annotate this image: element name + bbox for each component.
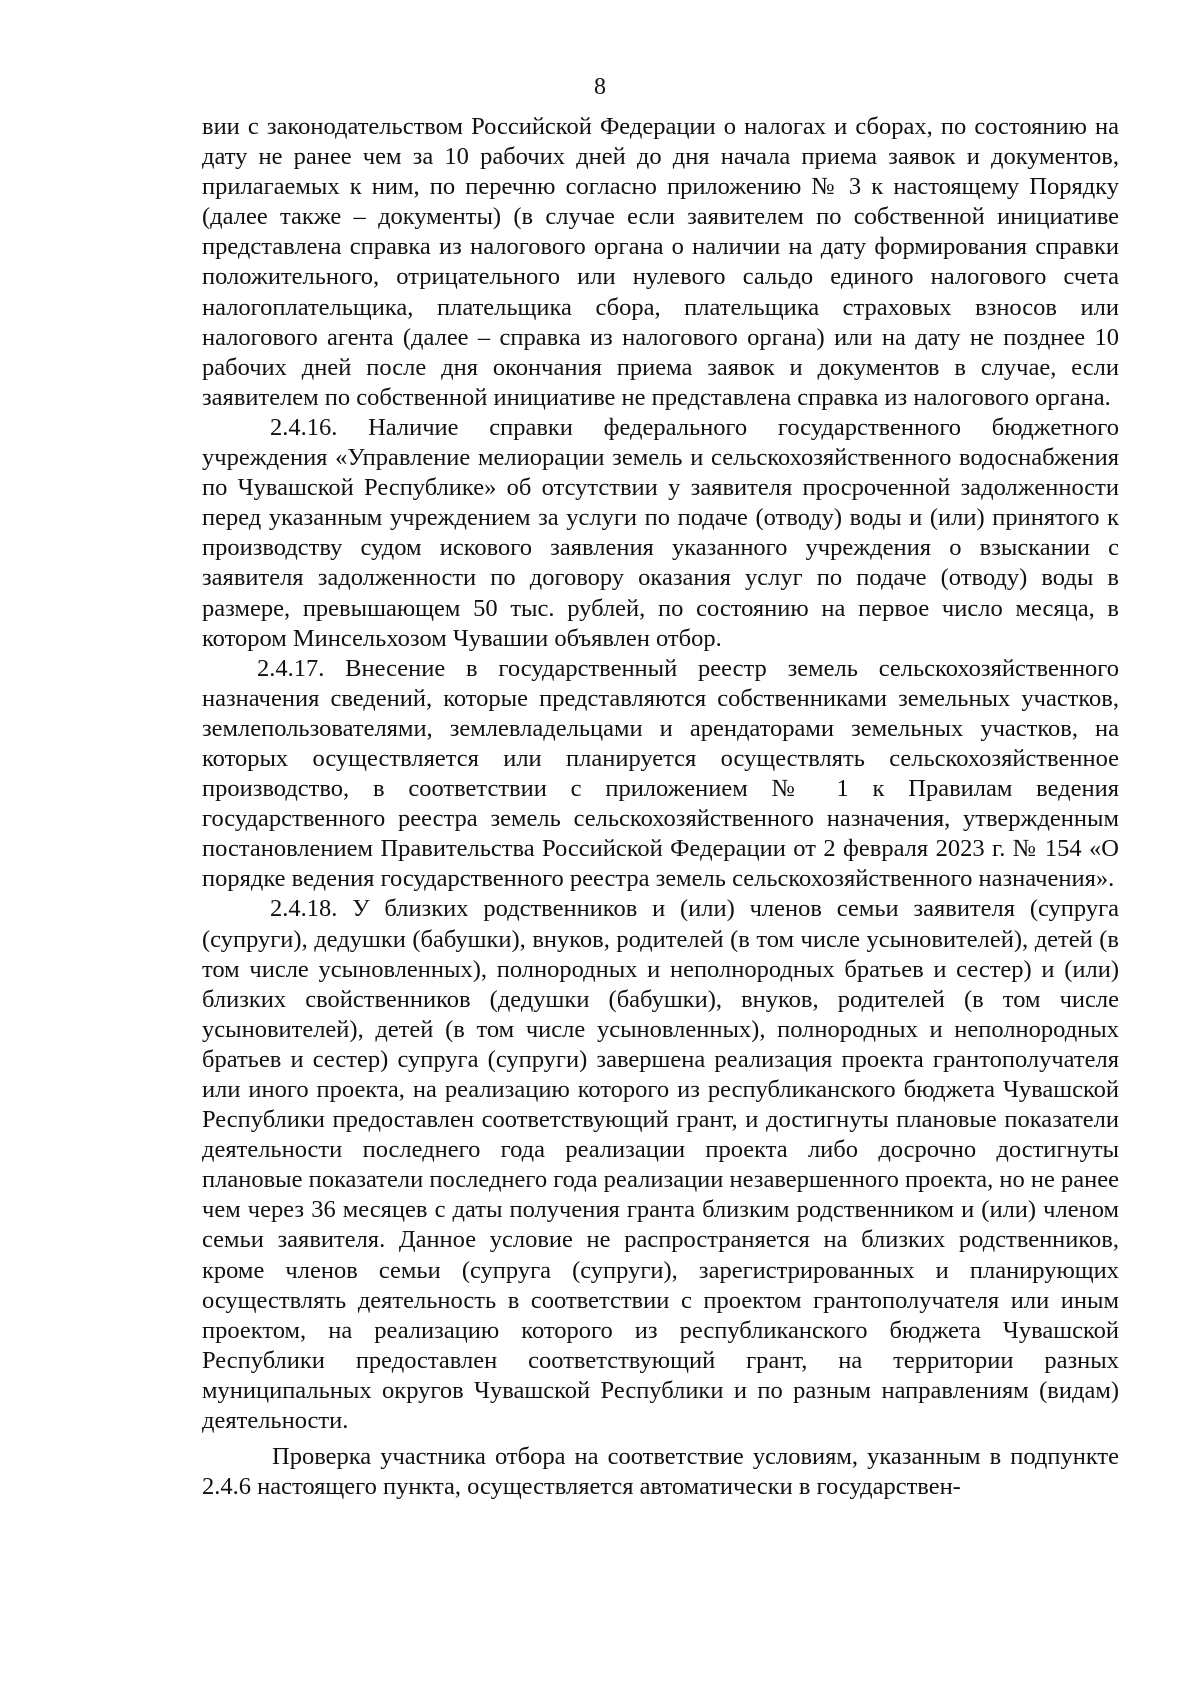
paragraph-verification: Проверка участника отбора на соответствие условиям, указанным в подпункте 2.4.6 настоящего пункта, осуществляется автоматически в государствен-	[202, 1443, 1119, 1501]
paragraph-2-4-16: 2.4.16. Наличие справки федерального государственного бюджетного учреждения «Управление мелиорации земель и сельскохозяйственного водоснабжения по Чувашской Республике» об отсутствии у заявителя просроченной задолженности перед указанным учреждением за услуги по подаче (отводу) воды и (или) принятого к производству судом искового заявления указанного учреждения о взыскании с заявителя задолженности по договору оказания услуг по подаче (отводу) воды в размере, превышающем 50 тыс. рублей, по состоянию на первое число месяца, в котором Минсельхозом Чувашии объявлен отбор.	[202, 413, 1119, 652]
page-number: 8	[594, 74, 606, 100]
paragraph-2-4-17: 2.4.17. Внесение в государственный реестр земель сельскохозяйственного назначения сведений, которые представляются собственниками земельных участков, землепользователями, землевладельцами и арендаторами земельных участков, на которых осуществляется или планируется осуществлять сельскохозяйственное производство, в соответствии с приложением № 1 к Правилам ведения государственного реестра земель сельскохозяйственного назначения, утвержденным постановлением Правительства Российской Федерации от 2 февраля 2023 г. № 154 «О порядке ведения государственного реестра земель сельскохозяйственного назначения».	[202, 654, 1119, 893]
paragraph-2-4-18: 2.4.18. У близких родственников и (или) членов семьи заявителя (супруга (супруги), дедушки (бабушки), внуков, родителей (в том числе усыновителей), детей (в том числе усыновленных), полнородных и неполнородных братьев и сестер) и (или) близких свойственников (дедушки (бабушки), внуков, родителей (в том числе усыновителей), детей (в том числе усыновленных), полнородных и неполнородных братьев и сестер) супруга (супруги) завершена реализация проекта грантополучателя или иного проекта, на реализацию которого из республиканского бюджета Чувашской Республики предоставлен соответствующий грант, и достигнуты плановые показатели деятельности последнего года реализации проекта либо досрочно достигнуты плановые показатели последнего года реализации незавершенного проекта, но не ранее чем через 36 месяцев с даты получения гранта близким родственником и (или) членом семьи заявителя. Данное условие не распространяется на близких родственников, кроме членов семьи (супруга (супруги), зарегистрированных и планирующих осуществлять деятельность в соответствии с проектом грантополучателя или иным проектом, на реализацию которого из республиканского бюджета Чувашской Республики предоставлен соответствующий грант, на территории разных муниципальных округов Чувашской Республики и по разным направлениям (видам) деятельности.	[202, 895, 1120, 1435]
paragraph-continuation: вии с законодательством Российской Федерации о налогах и сборах, по состоянию на дату не ранее чем за 10 рабочих дней до дня начала приема заявок и документов, прилагаемых к ним, по перечню согласно приложению № 3 к настоящему Порядку (далее также – документы) (в случае если заявителем по собственной инициативе представлена справка из налогового органа о наличии на дату формирования справки положительного, отрицательного или нулевого сальдо единого налогового счета налогоплательщика, плательщика сбора, плательщика страховых взносов или налогового агента (далее – справка из налогового органа) или на дату не позднее 10 рабочих дней после дня окончания приема заявок и документов в случае, если заявителем по собственной инициативе не представлена справка из налогового органа.	[202, 113, 1119, 411]
document-body	[202, 112, 1119, 1502]
